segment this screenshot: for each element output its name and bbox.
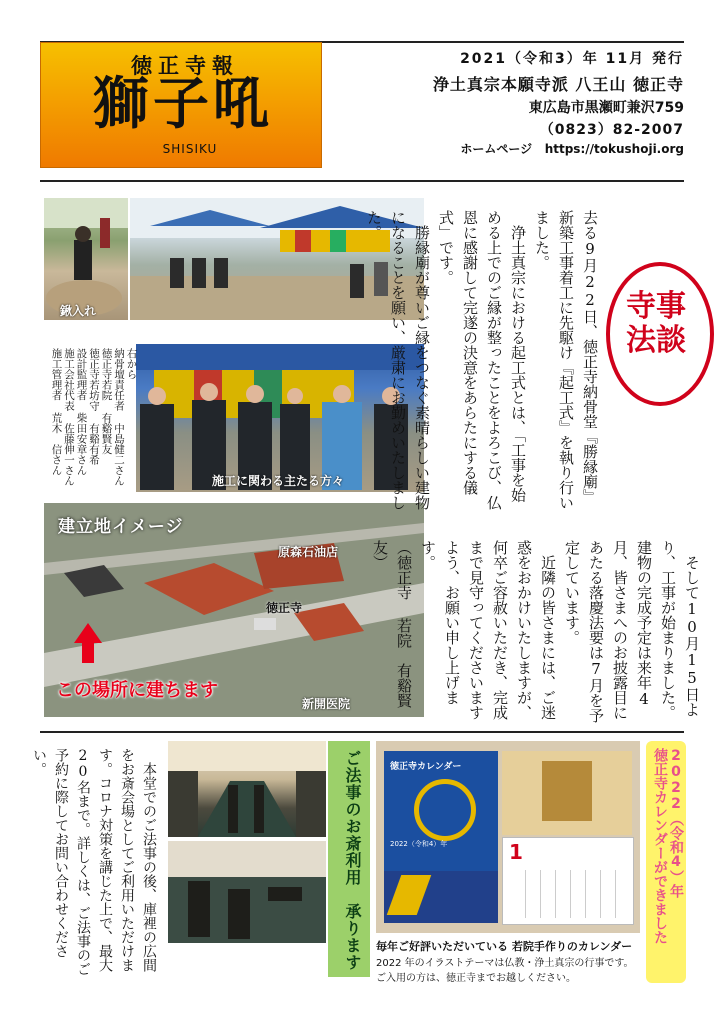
group-name: 施工管理者 荒木 信さん [50, 348, 63, 476]
calendar-grid-page [502, 837, 634, 925]
group-name: 徳正寺若院 有谿賢友 [100, 348, 113, 455]
article-para5: 近隣の皆さまには、ご迷惑をおかけいたしますが、何卒ご容赦いただき、完成まで見守ってくださいますよう、お願い申し上げます。 [419, 540, 557, 720]
group-name: 徳正寺若坊守 有谿有希 [88, 348, 100, 465]
calendar-side-title: 徳正寺カレンダーができました [652, 748, 668, 944]
badge-text: 寺事法談 [626, 289, 686, 358]
calendar-side-title-block [650, 748, 684, 974]
calendar-grid [511, 870, 623, 918]
temple-address: 東広島市黒瀬町兼沢759 [528, 100, 684, 116]
article-signature: （徳正寺 若院 有谿賢友） [371, 540, 413, 708]
group-names-list [50, 348, 138, 488]
photo-calendar [376, 741, 640, 933]
label-harimori-store: 原森石油店 [278, 545, 339, 559]
newsletter-name-small: 徳正寺報 [131, 53, 239, 78]
group-name: 納骨壇責任者 中島健二さん [113, 348, 125, 486]
hall-banner-text: ご法事のお斎利用 承ります [343, 750, 362, 971]
calendar-cover-title: 徳正寺カレンダー [390, 762, 462, 772]
article-para4: そして10月15日より、工事が始まりました。建物の完成予定は来年4月、皆さまへのお披露目にあたる落慶法要は7月を予定しています。 [563, 540, 701, 723]
header-bottom-rule [40, 180, 684, 182]
photo-hall-1 [168, 741, 326, 837]
newsletter-roman: SHISIKU [162, 142, 218, 156]
issue-date: 2021（令和3）年 11月 発行 [460, 51, 684, 67]
article-para3: 勝縁廟が尊いご縁をつなぐ素晴らしい建物になることを願い、厳粛にお勤めいたしました。 [365, 210, 431, 510]
hall-text: 本堂でのご法事の後、庫裡の広間をお斎会場としてご利用いただけます。コロナ対策を講じた上で、最大20名まで。詳しくは、ご法事のご予約に際してお問い合わせください。 [31, 748, 157, 976]
calendar-month: 1 [509, 840, 523, 864]
temple-phone: （0823）82-2007 [539, 122, 684, 138]
newsletter-title: 獅子吼 [93, 71, 273, 137]
photo-kuwaire [44, 198, 128, 320]
homepage-line [460, 140, 684, 157]
group-caption: 施工に関わる主たる方々 [212, 474, 345, 488]
shrine-icon [542, 761, 592, 821]
section-divider [40, 731, 684, 733]
hall-room-1-illustration [168, 741, 326, 837]
group-name: 設計監理者 柴田安章さん [75, 348, 88, 476]
calendar-caption-line3: ご入用の方は、徳正寺までお越しください。 [376, 973, 576, 984]
kuwaire-caption: 鍬入れ [60, 304, 97, 318]
article-block-top [365, 210, 602, 510]
homepage-link[interactable]: https://tokushoji.org [544, 142, 684, 156]
article-block-bottom [371, 540, 704, 730]
calendar-caption-bold: 毎年ご好評いただいている 若院手作りのカレンダー [376, 940, 633, 953]
temple-name: 浄土真宗本願寺派 八王山 徳正寺 [432, 75, 684, 94]
photo-hall-2 [168, 841, 326, 943]
calendar-caption-line2: 2022 年のイラストテーマは仏教・浄土真宗の行事です。 [376, 958, 634, 969]
calendar-side-year: 2022（令和4）年 [668, 748, 684, 898]
calendar-cover [384, 751, 498, 923]
calendar-illustration [502, 751, 632, 835]
hall-room-2-illustration [168, 841, 326, 943]
calendar-cover-year: 2022（令和4）年 [390, 840, 448, 848]
group-name: 施工会社代表 佐藤伸一さん [63, 348, 75, 486]
aerial-title: 建立地イメージ [58, 517, 184, 537]
dharma-wheel-icon [414, 779, 476, 841]
hall-text-block [31, 748, 160, 976]
article-para2: 浄土真宗における起工式とは、「工事を始める上でのご縁が整ったことをよろこび、仏恩に感謝して完遂の決意をあらたにする儀式」です。 [437, 210, 527, 510]
homepage-label: ホームページ [460, 142, 533, 156]
aerial-callout: この場所に建ちます [56, 680, 218, 701]
article-para1: 去る9月22日、徳正寺納骨堂『勝縁廟』新築工事着工に先駆け『起工式』を執り行いました。 [533, 210, 599, 510]
label-shinkai-clinic: 新開医院 [302, 697, 351, 711]
label-tokushoji: 徳正寺 [266, 601, 303, 615]
group-name: 右から [125, 348, 138, 380]
